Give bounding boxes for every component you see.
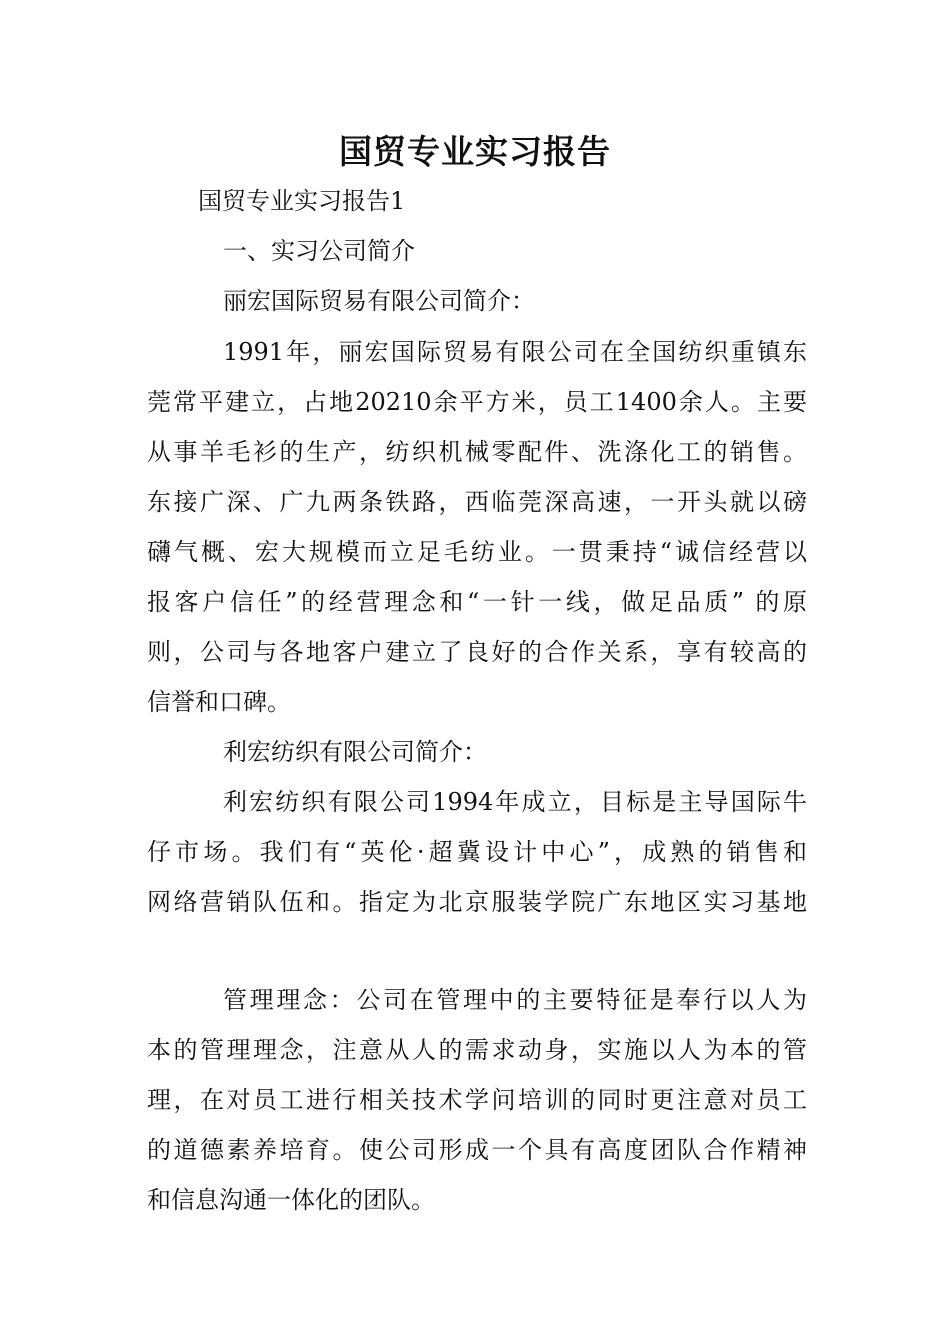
report-subtitle: 国贸专业实习报告1: [198, 187, 406, 215]
management-paragraph-line: 管理理念：公司在管理中的主要特征是奉行以人为: [223, 986, 807, 1014]
company1-paragraph-line: 1991年，丽宏国际贸易有限公司在全国纺织重镇东: [223, 338, 807, 366]
company1-paragraph-line: 莞常平建立，占地20210余平方米，员工1400余人。主要: [147, 388, 807, 416]
section-heading: 一、实习公司简介: [223, 237, 415, 265]
company1-heading: 丽宏国际贸易有限公司简介：: [223, 287, 535, 315]
management-paragraph-line: 和信息沟通一体化的团队。: [147, 1186, 435, 1214]
management-paragraph-line: 的道德素养培育。使公司形成一个具有高度团队合作精神: [147, 1136, 807, 1164]
company1-paragraph-line: 报客户信任”的经营理念和“一针一线，做足品质” 的原: [147, 588, 807, 616]
company2-paragraph-line: 仔市场。我们有“英伦·超冀设计中心”，成熟的销售和: [147, 838, 807, 866]
management-paragraph-line: 理，在对员工进行相关技术学问培训的同时更注意对员工: [147, 1086, 807, 1114]
company1-paragraph-line: 从事羊毛衫的生产，纺织机械零配件、洗涤化工的销售。: [147, 438, 807, 466]
company1-paragraph-line: 礴气概、宏大规模而立足毛纺业。一贯秉持“诚信经营以: [147, 538, 807, 566]
management-paragraph-line: 本的管理理念，注意从人的需求动身，实施以人为本的管: [147, 1036, 807, 1064]
company2-paragraph-line: 网络营销队伍和。指定为北京服装学院广东地区实习基地: [147, 888, 807, 916]
company2-paragraph-line: 利宏纺织有限公司1994年成立，目标是主导国际牛: [223, 788, 807, 816]
company1-paragraph-line: 信誉和口碑。: [147, 688, 291, 716]
company1-paragraph-line: 东接广深、广九两条铁路，西临莞深高速，一开头就以磅: [147, 488, 807, 516]
company1-paragraph-line: 则，公司与各地客户建立了良好的合作关系，享有较高的: [147, 638, 807, 666]
company2-heading: 利宏纺织有限公司简介：: [223, 738, 487, 766]
document-title: 国贸专业实习报告: [339, 132, 611, 171]
